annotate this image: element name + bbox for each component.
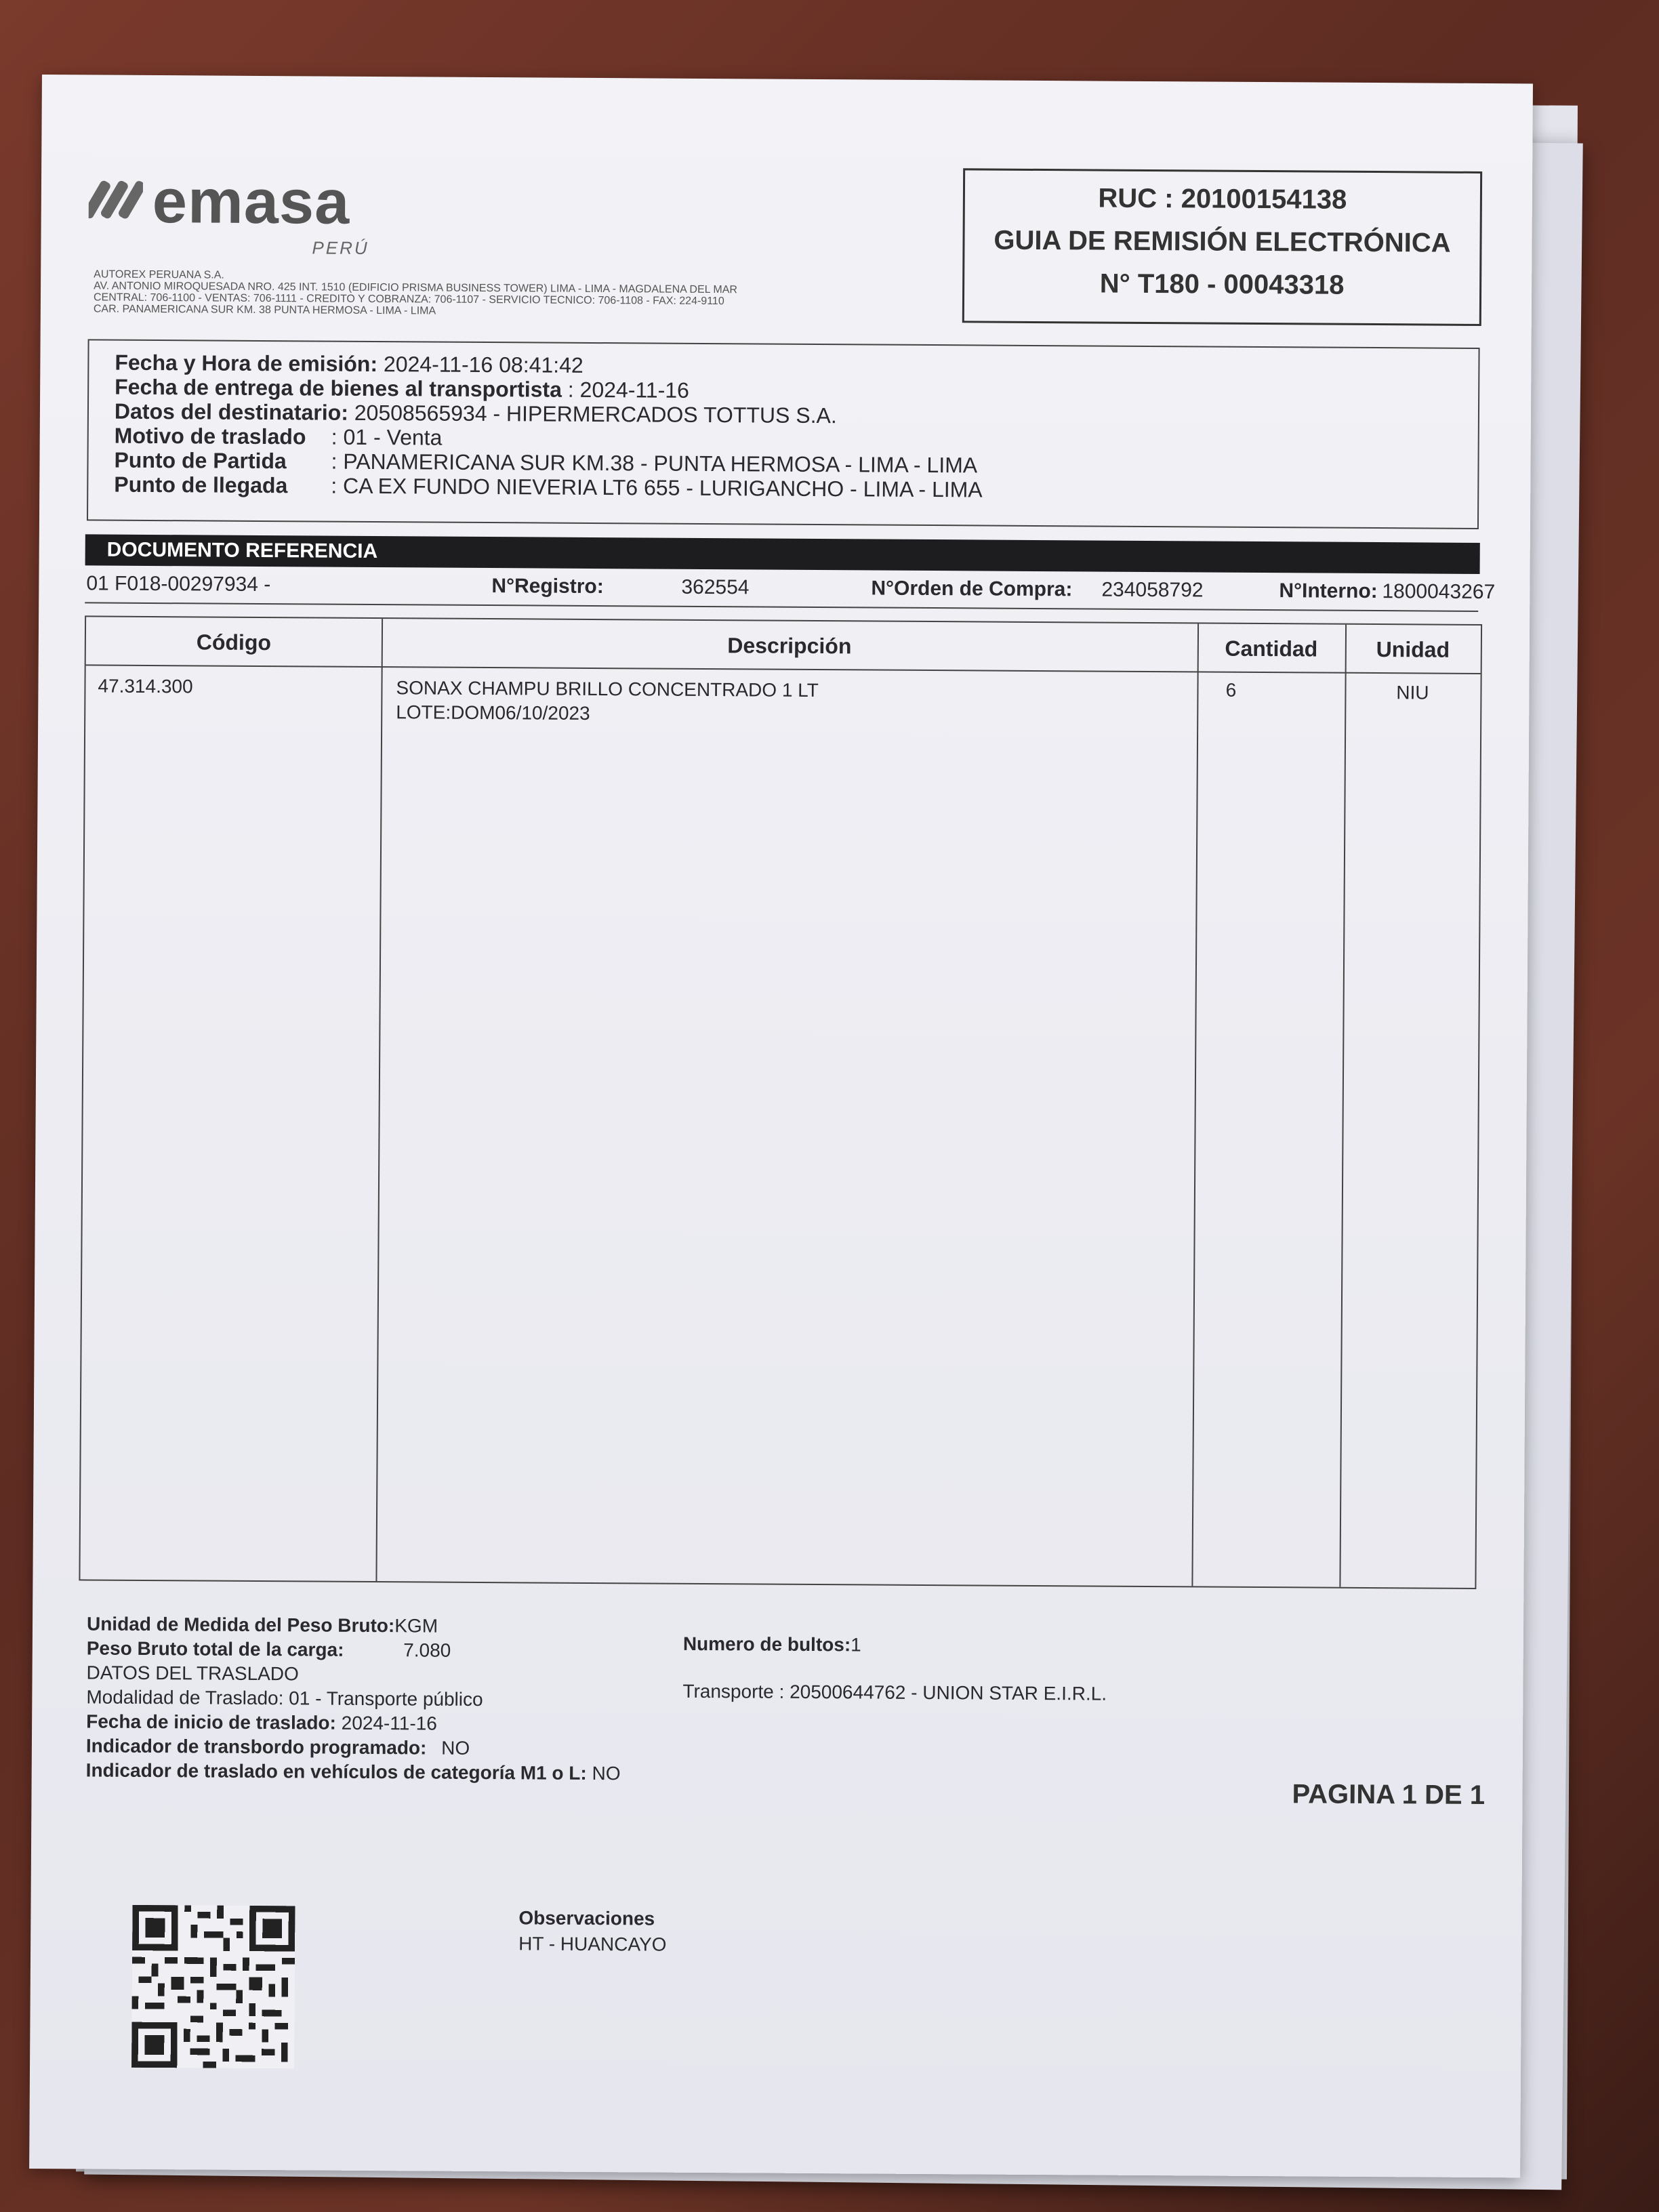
cell-cantidad: 6 [1225, 679, 1237, 701]
inicio-value: 2024-11-16 [341, 1712, 437, 1734]
ruc-number: RUC : 20100154138 [1098, 183, 1347, 215]
inicio-row [86, 1711, 437, 1734]
header-descripcion: Descripción [727, 633, 852, 659]
datos-traslado-title: DATOS DEL TRASLADO [86, 1662, 299, 1685]
header-divider [86, 664, 1481, 674]
cell-descripcion: SONAX CHAMPU BRILLO CONCENTRADO 1 LT [396, 677, 819, 701]
reference-title: DOCUMENTO REFERENCIA [106, 538, 378, 563]
company-logo [89, 166, 350, 237]
company-line: CENTRAL: 706-1100 - VENTAS: 706-1111 - CREDITO Y COBRANZA: 706-1107 - SERVICIO TECNICO: 706-1108 - FAX: 224-9110 [93, 291, 724, 308]
entrega-value: : 2024-11-16 [567, 377, 690, 403]
header-unidad: Unidad [1376, 637, 1450, 662]
company-line: AV. ANTONIO MIROQUESADA NRO. 425 INT. 1510 (EDIFICIO PRISMA BUSINESS TOWER) LIMA - LIMA - MAGDALENA DEL MAR [94, 280, 738, 296]
partida-label: Punto de Partida [114, 447, 287, 474]
transporte-row: Transporte : 20500644762 - UNION STAR E.I.R.L. [682, 1680, 1107, 1704]
shipment-info-box [87, 339, 1480, 529]
motivo-value: : 01 - Venta [331, 424, 443, 450]
llegada-row [114, 472, 983, 502]
emision-value: 2024-11-16 08:41:42 [383, 352, 583, 377]
modalidad-row: Modalidad de Traslado: 01 - Transporte público [86, 1686, 483, 1711]
items-table [79, 615, 1482, 1589]
transbordo-label: Indicador de transbordo programado: [85, 1735, 427, 1759]
bultos-value: 1 [851, 1634, 861, 1656]
cell-lote: LOTE:DOM06/10/2023 [396, 701, 590, 724]
bultos-label: Numero de bultos: [682, 1633, 851, 1656]
orden-label: N°Orden de Compra: [871, 577, 1073, 601]
cell-codigo: 47.314.300 [98, 675, 193, 697]
cell-unidad: NIU [1396, 682, 1429, 703]
logo-subtitle: PERÚ [312, 237, 369, 258]
transbordo-row [86, 1735, 470, 1759]
registro-value: 362554 [681, 575, 750, 599]
transbordo-value: NO [441, 1737, 470, 1759]
document-number: N° T180 - 00043318 [1099, 268, 1345, 300]
header-codigo: Código [196, 630, 272, 655]
emision-row [115, 350, 583, 378]
unidad-peso-value: KGM [394, 1615, 438, 1637]
peso-label: Peso Bruto total de la carga: [86, 1637, 344, 1660]
peso-value: 7.080 [403, 1639, 451, 1661]
observaciones-value: HT - HUANCAYO [518, 1933, 667, 1955]
page-indicator: PAGINA 1 DE 1 [1292, 1779, 1486, 1811]
logo-name: emasa [152, 166, 350, 237]
partida-row [114, 447, 978, 478]
emision-label: Fecha y Hora de emisión: [115, 350, 378, 377]
destinatario-label: Datos del destinatario: [114, 398, 349, 425]
m1-row [86, 1759, 621, 1784]
column-divider [1191, 623, 1199, 1586]
motivo-row [114, 423, 443, 450]
observaciones-label: Observaciones [518, 1907, 655, 1929]
destinatario-value: 20508565934 - HIPERMERCADOS TOTTUS S.A. [354, 400, 837, 428]
llegada-value: : CA EX FUNDO NIEVERIA LT6 655 - LURIGANCHO - LIMA - LIMA [331, 473, 983, 502]
reference-row [85, 567, 1496, 612]
column-divider [1339, 625, 1347, 1587]
column-divider [375, 619, 383, 1581]
llegada-label: Punto de llegada [114, 472, 288, 498]
ruc-box [962, 168, 1482, 326]
motivo-label: Motivo de traslado [114, 423, 306, 449]
registro-label: N°Registro: [491, 575, 604, 598]
company-address [94, 268, 907, 319]
unidad-peso-label: Unidad de Medida del Peso Bruto: [86, 1613, 395, 1637]
bultos-row [683, 1633, 861, 1656]
inicio-label: Fecha de inicio de traslado: [86, 1711, 337, 1734]
company-line: AUTOREX PERUANA S.A. [94, 268, 224, 281]
peso-row [87, 1637, 451, 1661]
emasa-logo-icon [89, 173, 143, 228]
qr-code-icon [131, 1905, 295, 2068]
m1-label: Indicador de traslado en vehículos de categoría M1 o L: [85, 1759, 587, 1784]
company-line: CAR. PANAMERICANA SUR KM. 38 PUNTA HERMOSA - LIMA - LIMA [93, 303, 436, 317]
orden-value: 234058792 [1101, 578, 1204, 602]
interno-label: N°Interno: [1279, 579, 1378, 603]
document-page [29, 75, 1533, 2177]
entrega-label: Fecha de entrega de bienes al transportista [115, 374, 562, 402]
document-title: GUIA DE REMISIÓN ELECTRÓNICA [994, 225, 1451, 258]
partida-value: : PANAMERICANA SUR KM.38 - PUNTA HERMOSA - LIMA - LIMA [331, 449, 978, 478]
interno-value: 1800043267 [1382, 580, 1496, 604]
unidad-peso-row [87, 1613, 438, 1637]
header-cantidad: Cantidad [1225, 636, 1318, 661]
reference-document: 01 F018-00297934 - [86, 572, 271, 596]
m1-value: NO [592, 1763, 621, 1784]
